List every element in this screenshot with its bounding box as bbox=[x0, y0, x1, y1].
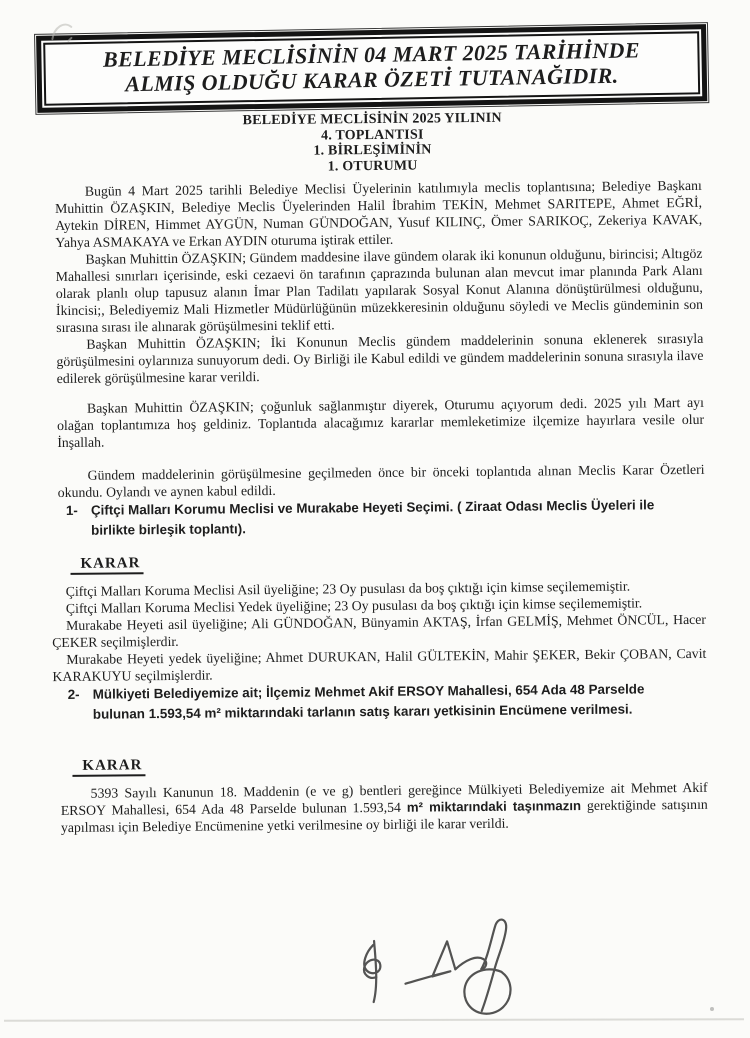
subtitle-session-line: 4. TOPLANTISI bbox=[321, 127, 424, 144]
karar-1-heading: KARAR bbox=[70, 555, 143, 575]
scan-smudge-icon bbox=[44, 15, 84, 51]
subtitle-oturum-line: 1. OTURUMU bbox=[327, 158, 418, 174]
signature-small bbox=[364, 941, 381, 1002]
karar-2-text-bold: m² miktarındaki taşınmazın bbox=[406, 798, 582, 815]
karar-1-line-murakabe-asil: Murakabe Heyeti asil üyeliğine; Ali GÜNDOĞAN, Bünyamin AKTAŞ, İrfan GELMİŞ, Mehmet ÖNCÜL, Hacer ÇEKER seçilmişlerdir. bbox=[52, 611, 707, 651]
karar-1-line-murakabe-yedek: Murakabe Heyeti yedek üyeliğine; Ahmet DURUKAN, Halil GÜLTEKİN, Mahir ŞEKER, Bekir ÇOBAN, Cavit KARAKUYU seçilmişlerdir. bbox=[52, 645, 707, 685]
title-box bbox=[36, 24, 707, 113]
karar-2-text-after: gerektiğinde satışının yapılması için Belediye Encümenine yetki verilmesine oy birliği ile karar verildi. bbox=[60, 796, 708, 836]
karar-2-heading: KARAR bbox=[72, 757, 145, 777]
agenda-item-2-text: Mülkiyeti Belediyemize ait; İlçemiz Mehmet Akif ERSOY Mahallesi, 654 Ada 48 Parselde bulunan 1.593,54 m² miktarındaki tarlanın satış kararı yetkisinin Encümene verilmesi. bbox=[92, 681, 645, 722]
paragraph-opening: Başkan Muhittin ÖZAŞKIN; çoğunluk sağlanmıştır diyerek, Oturumu açıyorum dedi. 2025 yılı Mart ayı olağan toplantımıza hoş geldiniz. Toplantıda alacağımız kararlar memleketimize ilçemize hayırlara vesile olur İnşallah. bbox=[57, 394, 705, 451]
karar-2-section bbox=[60, 736, 708, 836]
paragraph-previous-minutes: Gündem maddelerinin görüşülmesine geçilmeden önce bir önceki toplantıda alınan Meclis Karar Özetleri okundu. Oylandı ve aynen kabul edildi. bbox=[57, 461, 705, 501]
meeting-subtitle bbox=[0, 108, 748, 177]
signatures-svg bbox=[335, 910, 556, 1029]
karar-2-text-before: 5393 Sayılı Kanunun 18. Maddenin (e ve g) bentleri gereğince Mülkiyeti Belediyemize ait Mehmet Akif ERSOY Mahallesi, 654 Ada 48 Parselde bulunan 1.593,54 bbox=[60, 779, 708, 819]
signatures-area bbox=[335, 910, 556, 1029]
agenda-item-2-number: 2- bbox=[67, 686, 80, 702]
paragraph-attendance: Bugün 4 Mart 2025 tarihli Belediye Meclisi Üyelerinin katılımıyla meclis toplantısına; Belediye Başkanı Muhittin ÖZAŞKIN, Belediye Meclis Üyelerinden Halil İbrahim TEKİN, Mehmet SARITEPE, Ahmet EĞRİ, Aytekin DİREN, Himmet AYGÜN, Numan GÜNDOĞAN, Yusuf KILINÇ, Ömer SARIKOÇ, Zekeriya KAVAK, Yahya ASMAKAYA ve Erkan AYDIN oturuma iştirak ettiler. bbox=[54, 177, 703, 251]
subtitle-sitting-line: 1. BİRLEŞİMİNİN bbox=[313, 142, 432, 159]
karar-2-text bbox=[61, 779, 708, 836]
document-title-line2: ALMIŞ OLDUĞU KARAR ÖZETİ TUTANAĞIDIR. bbox=[125, 62, 619, 97]
scan-dot bbox=[710, 1007, 714, 1011]
agenda-item-2 bbox=[68, 679, 687, 724]
paragraph-agenda-vote: Başkan Muhittin ÖZAŞKIN; İki Konunun Meclis gündem maddelerinin sonuna eklenerek sırasıyla görüşülmesini oylarınıza sunuyorum dedi. Oy Birliği ile Kabul edildi ve gündem maddelerinin sonuna sırasıyla ilave edilerek görüşülmesine karar verildi. bbox=[56, 330, 704, 387]
karar-1-body bbox=[52, 577, 707, 685]
agenda-item-1-number: 1- bbox=[65, 502, 78, 518]
signature-large-tail bbox=[405, 941, 455, 983]
karar-1-section bbox=[52, 534, 707, 685]
document-body bbox=[52, 177, 708, 836]
agenda-item-1 bbox=[66, 495, 685, 540]
karar-1-line-yedek: Çiftçi Malları Koruma Meclisi Yedek üyeliğine; 23 Oy pusulası da boş çıktığı için kimse seçilememiştir. bbox=[65, 595, 643, 616]
title-box-inner bbox=[43, 31, 700, 105]
subtitle-year-line: BELEDİYE MECLİSİNİN 2025 YILININ bbox=[242, 110, 502, 129]
karar-1-line-asil: Çiftçi Malları Koruma Meclisi Asil üyeliğine; 23 Oy pusulası da boş çıktığı için kimse seçilememiştir. bbox=[65, 578, 631, 599]
agenda-item-1-text: Çiftçi Malları Korumu Meclisi ve Murakabe Heyeti Seçimi. ( Ziraat Odası Meclis Üyeleri ile birlikte birleşik toplantı). bbox=[90, 497, 655, 538]
document-title-line1: BELEDİYE MECLİSİNİN 04 MART 2025 TARİHİNDE bbox=[102, 37, 641, 72]
paragraph-agenda-proposal: Başkan Muhittin ÖZAŞKIN; Gündem maddesine ilave gündem olarak iki konunun olduğunu, birincisi; Altıgöz Mahallesi sınırları içerisinde, eski cezaevi ön tarafının çaprazında bulunan alan mevcut imar planında Park Alanı olarak planlı olup tapusuz alanın İmar Plan Tadilatı yapılarak Sosyal Konut Alanına dönüştürülmesi olduğunu, İkincisi;, Belediyemiz Mali Hizmetler Müdürlüğünün müzekkeresinin olduğunu söyledi ve Meclis gündeminin son sırasına sırası ile alınarak görüşülmesini teklif etti. bbox=[55, 245, 704, 336]
